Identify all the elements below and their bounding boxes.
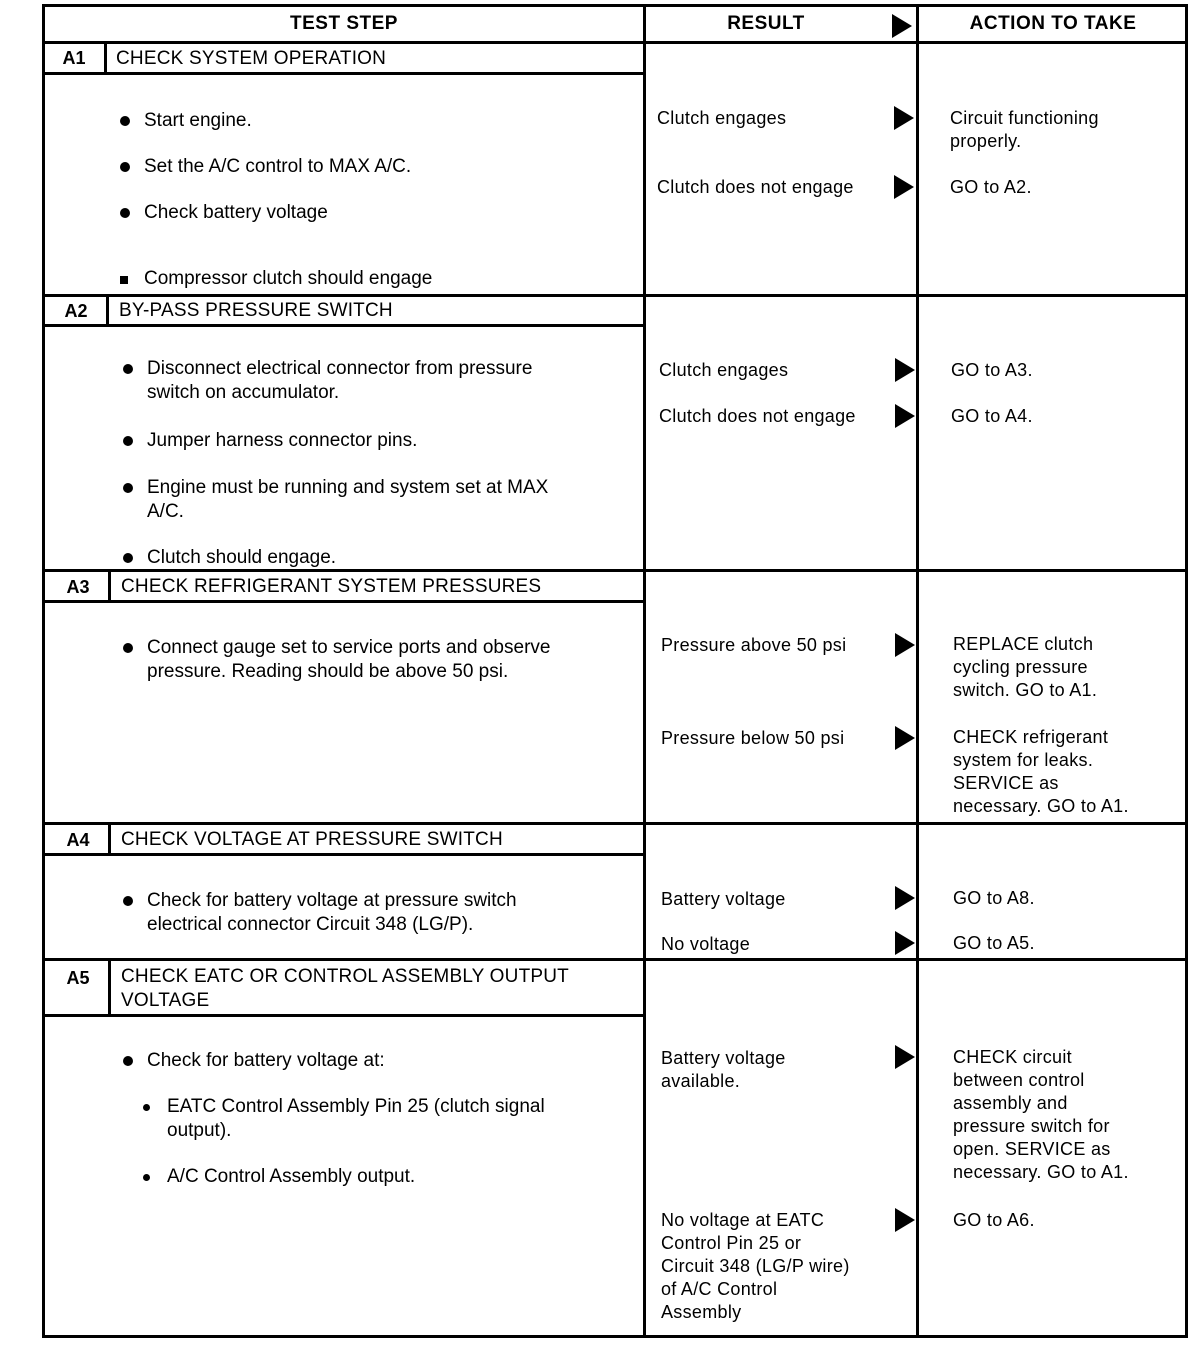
step-id: A3 <box>66 576 90 597</box>
bullet-icon <box>123 364 133 374</box>
result-text: Pressure above 50 psi <box>661 635 847 655</box>
instruction-item: Check for battery voltage at: <box>121 1049 385 1073</box>
instruction-item: Jumper harness connector pins. <box>121 429 417 453</box>
expected-result: Clutch should engage. <box>121 546 336 570</box>
arrow-icon <box>895 633 915 657</box>
action-text: REPLACE clutch cycling pressure switch. GO to A1. <box>953 634 1098 700</box>
result-text: Clutch engages <box>657 108 787 128</box>
result-text: Battery voltage <box>661 889 786 909</box>
step-title-underline <box>42 600 643 603</box>
step-divider <box>42 822 1188 825</box>
result-text: No voltage <box>661 934 751 954</box>
action-text: Circuit functioning properly. <box>950 108 1099 151</box>
arrow-icon <box>895 886 915 910</box>
step-title: CHECK REFRIGERANT SYSTEM PRESSURES <box>121 576 542 597</box>
header-arrow-icon <box>892 14 912 38</box>
step-id: A4 <box>66 829 90 850</box>
instruction-item: Disconnect electrical connector from pressure switch on accumulator. <box>121 357 532 405</box>
bullet-icon <box>123 436 133 446</box>
instruction-item: Engine must be running and system set at MAX A/C. <box>121 476 548 524</box>
action-text: GO to A6. <box>953 1210 1035 1230</box>
sub-bullet-icon <box>143 1104 150 1111</box>
step-title: BY-PASS PRESSURE SWITCH <box>119 300 393 321</box>
step-id: A5 <box>66 967 90 988</box>
step-title-underline <box>42 853 643 856</box>
step-id: A1 <box>62 47 86 68</box>
bullet-icon <box>123 896 133 906</box>
bullet-icon <box>123 553 133 563</box>
instruction-item: Start engine. <box>118 109 252 133</box>
arrow-icon <box>894 175 914 199</box>
step-id-divider <box>104 44 107 72</box>
step-id-divider <box>108 571 111 600</box>
header-action: ACTION TO TAKE <box>969 13 1137 34</box>
arrow-icon <box>895 358 915 382</box>
step-title: CHECK VOLTAGE AT PRESSURE SWITCH <box>121 829 503 850</box>
arrow-icon <box>894 106 914 130</box>
step-id: A2 <box>64 300 88 321</box>
step-divider <box>42 294 1188 297</box>
result-text: Battery voltage available. <box>661 1048 786 1091</box>
step-title-underline <box>42 324 643 327</box>
bullet-icon <box>120 208 130 218</box>
expected-result: Compressor clutch should engage <box>118 267 432 291</box>
instruction-item: Check for battery voltage at pressure switch electrical connector Circuit 348 (LG/P). <box>121 889 517 937</box>
step-divider <box>42 569 1188 572</box>
action-text: CHECK refrigerant system for leaks. SERVICE as necessary. GO to A1. <box>953 727 1129 816</box>
header-result: RESULT <box>727 13 805 34</box>
column-divider-action <box>916 4 919 1338</box>
step-divider <box>42 958 1188 961</box>
bullet-icon <box>123 1056 133 1066</box>
header-test-step: TEST STEP <box>290 13 398 34</box>
arrow-icon <box>895 1208 915 1232</box>
bullet-icon <box>123 643 133 653</box>
action-text: GO to A8. <box>953 888 1035 908</box>
square-bullet-icon <box>120 276 128 284</box>
action-text: CHECK circuit between control assembly and pressure switch for open. SERVICE as necessary. GO to A1. <box>953 1047 1129 1182</box>
result-text: Clutch does not engage <box>657 177 854 197</box>
step-title-underline <box>42 72 643 75</box>
bullet-icon <box>120 116 130 126</box>
action-text: GO to A5. <box>953 933 1035 953</box>
arrow-icon <box>895 1045 915 1069</box>
arrow-icon <box>895 404 915 428</box>
arrow-icon <box>895 931 915 955</box>
instruction-item: Check battery voltage <box>118 201 328 225</box>
action-text: GO to A3. <box>951 360 1033 380</box>
step-title-underline <box>42 1014 643 1017</box>
result-text: Pressure below 50 psi <box>661 728 845 748</box>
result-text: Clutch does not engage <box>659 406 856 426</box>
bullet-icon <box>120 162 130 172</box>
action-text: GO to A2. <box>950 177 1032 197</box>
instruction-item: Connect gauge set to service ports and observe pressure. Reading should be above 50 psi. <box>121 636 550 684</box>
bullet-icon <box>123 483 133 493</box>
arrow-icon <box>895 726 915 750</box>
instruction-item: Set the A/C control to MAX A/C. <box>118 155 411 179</box>
step-id-divider <box>106 296 109 324</box>
instruction-sub-item: EATC Control Assembly Pin 25 (clutch signal output). <box>141 1095 545 1143</box>
step-title: CHECK SYSTEM OPERATION <box>116 48 387 69</box>
result-text: No voltage at EATC Control Pin 25 or Circuit 348 (LG/P wire) of A/C Control Assembly <box>661 1210 850 1322</box>
sub-bullet-icon <box>143 1174 150 1181</box>
instruction-sub-item: A/C Control Assembly output. <box>141 1165 415 1189</box>
step-title: CHECK EATC OR CONTROL ASSEMBLY OUTPUT VOLTAGE <box>121 966 569 1011</box>
result-text: Clutch engages <box>659 360 789 380</box>
column-divider-result <box>643 4 646 1338</box>
step-id-divider <box>108 825 111 853</box>
action-text: GO to A4. <box>951 406 1033 426</box>
step-id-divider <box>108 961 111 1014</box>
